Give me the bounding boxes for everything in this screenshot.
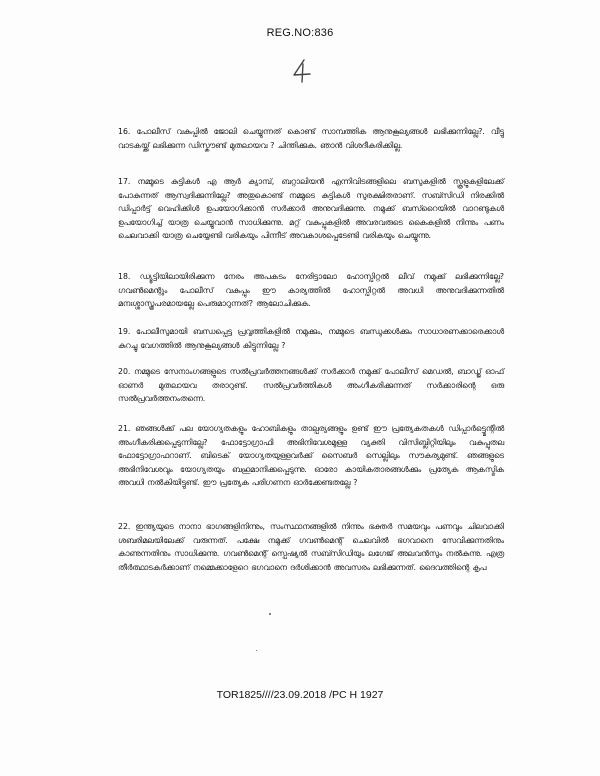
question-21: 21. ഞങ്ങൾക്ക് പല യോഗ്യതകളും ഹോബികളും താല്പര്യങ്ങളും ഉണ്ട് ഈ പ്രത്യേകതകൾ ഡിപ്പാർട്ട്മെന്റിൽ അംഗീകരിക്കപ്പെടുന്നില്ലേ? ഫോട്ടോഗ്രാഫി അഭിനിവേശമുള്ള വ്യക്തി വിസിബ്ലിറ്റിയിലും വകുപ്പുതല ഫോട്ടോഗ്രാഫറാണ്. ബിടെക് യോഗ്യതയുള്ളവർക്ക് സൈബർ സെല്ലിലും സൗകര്യമുണ്ട്. ഞങ്ങളുടെ അഭിനിവേശവും യോഗ്യതയും ബഹുമാനിക്കപ്പെടുന്നു. ഓരോ കായികതാരങ്ങൾക്കും പ്രത്യേക ആകസ്മിക അവധി നൽകിയിട്ടുണ്ട്. ഈ പ്രത്യേക പരിഗണന ഓർക്കേണ്ടതല്ലേ ? xyxy=(118,424,504,488)
question-22: 22. ഇന്ത്യയുടെ നാനാ ഭാഗങ്ങളിനിന്നും, സംസ്ഥാനങ്ങളിൽ നിന്നും ഭക്തർ സമയവും പണവും ചിലവാക്കി ശബരിമലയിലേക്ക് വരുന്നത്. പക്ഷേ നമുക്ക് ഗവൺമെന്റ് ചെലവിൽ ഭഗവാനെ സേവിക്കുന്നതിനും കാണുന്നതിനും സാധിക്കുന്നു. ഗവൺമെന്റ് സ്പെഷ്യൽ സബ്സിഡിയും ലഗേജ് അലവൻസും നൽകുന്നു. എത്ര തീർത്ഥാടകർക്കാണ് നമ്മെക്കാളേറെ ഭഗവാനെ ദർശിക്കാൻ അവസരം ലഭിക്കുന്നത്. ദൈവത്തിന്റെ കൃപ xyxy=(118,522,504,572)
question-20: 20. നമ്മുടെ സേനാംഗങ്ങളുടെ സൽപ്രവർത്തനങ്ങൾക്ക് സർക്കാർ നമുക്ക് പോലീസ് മെഡൽ, ബാഡ്ജ് ഓഫ് ഓണർ മുതലായവ തരാറുണ്ട്. സൽപ്രവർത്തികൾ അംഗീകരിക്കുന്നത് സർക്കാരിന്റെ ഒരു സൽപ്രവർത്തനംതന്നെ. xyxy=(118,367,504,404)
question-18: 18. ഡ്യൂട്ടിയിലായിരിക്കുന്ന നേരം അപകടം നേരിട്ടാലോ ഹോസ്പിറ്റൽ ലീവ് നമുക്ക് ലഭിക്കുന്നില്ലേ? ഗവൺമെന്റും പോലീസ് വകുപ്പും ഈ കാര്യത്തിൽ ഹോസ്പിറ്റൽ അവധി അനുവദിക്കുന്നതിൽ മനഃശ്ശാസ്ത്രപരമായല്ലേ പെരുമാറുന്നത്? ആലോചിക്കുക. xyxy=(118,272,504,309)
registration-number: REG.NO:836 xyxy=(266,27,334,39)
footer-reference: TOR1825////23.09.2018 /PC H 1927 xyxy=(216,689,384,701)
handwritten-page-number xyxy=(288,58,318,84)
scan-speck xyxy=(256,650,257,651)
scan-speck xyxy=(269,613,271,615)
question-16: 16. പോലീസ് വകുപ്പിൽ ജോലി ചെയ്യുന്നത് കൊണ്ട് സാമ്പത്തിക ആനുകൂല്യങ്ങൾ ലഭിക്കുന്നില്ലേ?. വീട്ടു വാടകയ്ക്ക് ലഭിക്കുന്ന ഡിസ്കൗണ്ട് മുതലായവ ? ചിന്തിക്കുക. ഞാൻ വിശദീകരിക്കില്ല. xyxy=(118,127,504,150)
question-17: 17. നമ്മുടെ കുട്ടികൾ എ ആർ ക്യാമ്പ്, ബറ്റാലിയൻ എന്നിവിടങ്ങളിലെ ബസുകളിൽ സ്കൂളുകളിലേക്ക് പോകുന്നത് ആസ്വദിക്കുന്നില്ലേ? അതുകൊണ്ട് നമ്മുടെ കുട്ടികൾ സുരക്ഷിതരാണ്. സബ്സിഡി നിരക്കിൽ ഡിപ്പാർട്ട് വെഹിക്കിൾ ഉപയോഗിക്കാൻ സർക്കാർ അനുവദിക്കുന്നു. നമുക്ക് ബസ്റൈയിൽ വാറണ്ടുകൾ ഉപയോഗിച്ച് യാത്ര ചെയ്യുവാൻ സാധിക്കുന്നു. മറ്റ് വകുപ്പുകളിൽ അവരവരുടെ കൈകളിൽ നിന്നും പണം ചെലവാക്കി യാത്ര ചെയ്യേണ്ടി വരികയും പിന്നീട് അവകാശപ്പെടേണ്ടി വരികയും ചെയ്യുന്നു. xyxy=(118,177,504,241)
question-19: 19. പോലീസുമായി ബന്ധപ്പെട്ട പ്രവൃത്തികളിൽ നമുക്കും, നമ്മുടെ ബന്ധുക്കൾക്കും സാധാരണക്കാരെക്കാൾ കുറച്ചു വേഗത്തിൽ ആനുകൂല്യങ്ങൾ കിട്ടുന്നില്ലേ ? xyxy=(118,327,504,350)
